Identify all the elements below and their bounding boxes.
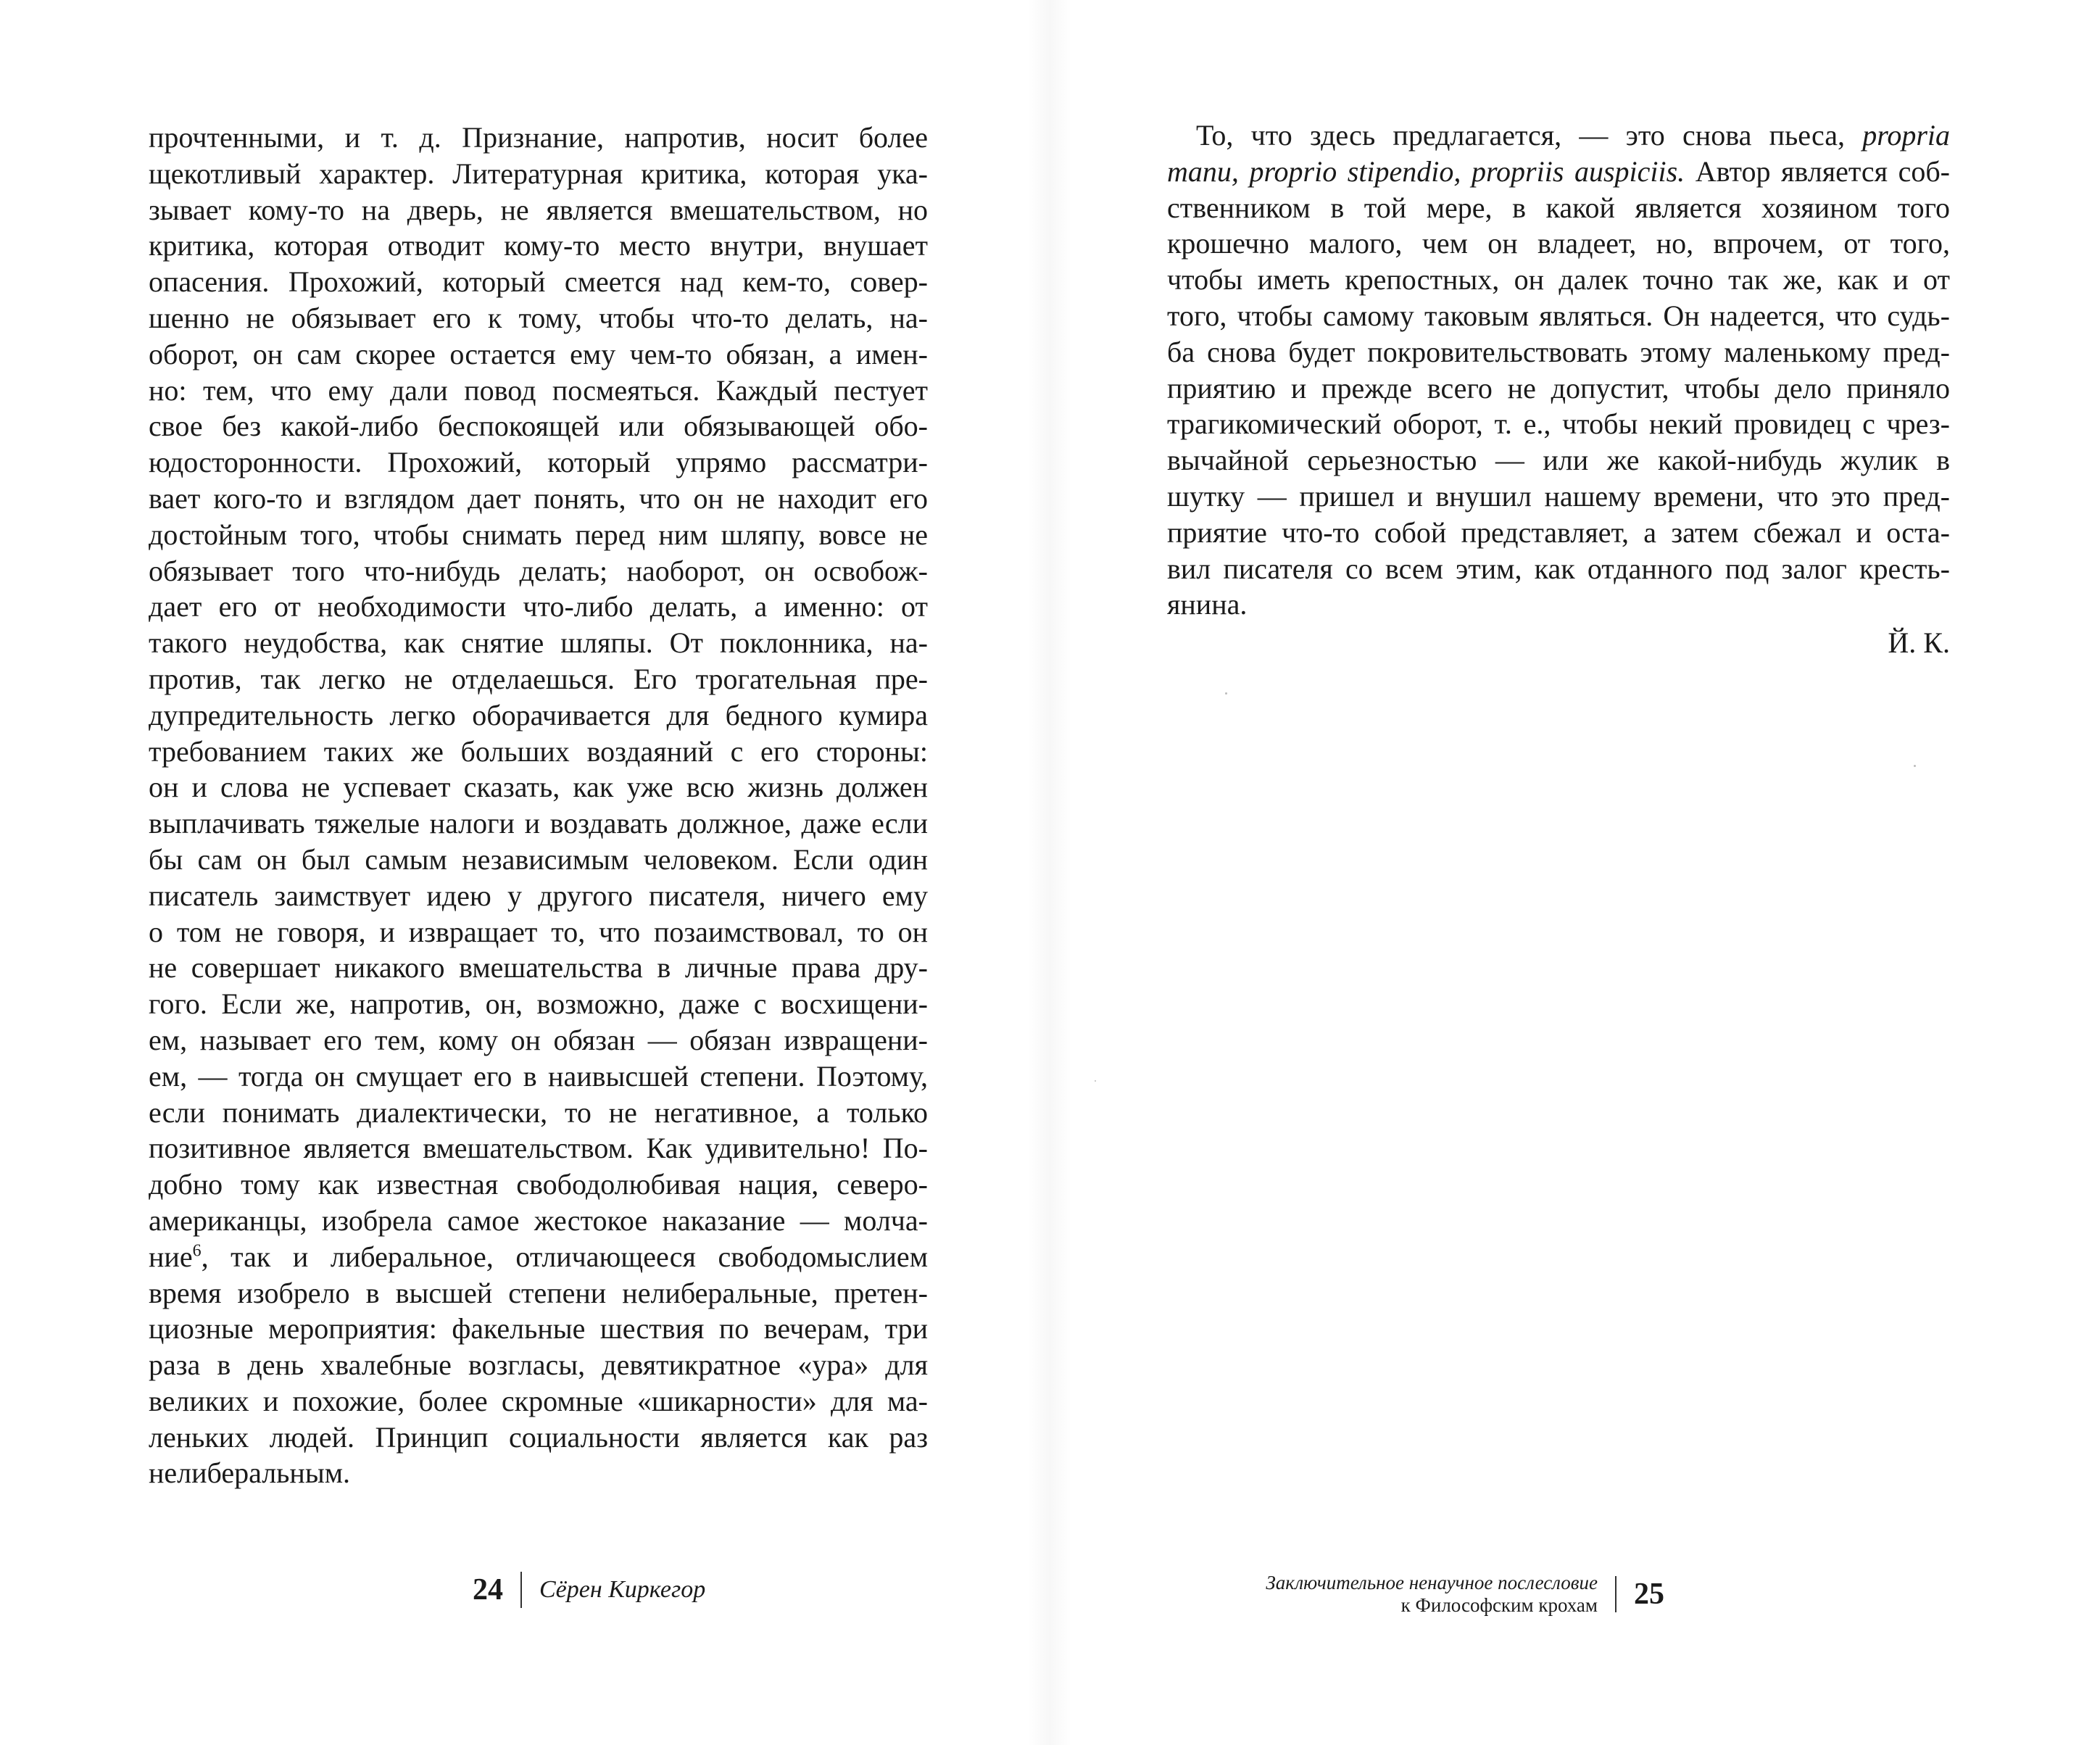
body-line: время изобрело в высшей степени нелиберальные, претен- [149, 1276, 928, 1309]
body-line: свое без какой-либо беспокоящей или обязывающей обо- [149, 410, 928, 443]
body-line: циозные мероприятия: факельные шествия по вечерам, три [149, 1312, 928, 1346]
body-line: приятие что-то собой представляет, а затем сбежал и оста- [1167, 515, 1950, 549]
body-line: писатель заимствует идею у другого писателя, ничего ему [149, 879, 928, 912]
body-line: он и слова не успевает сказать, как уже всю жизнь должен [149, 771, 928, 804]
body-line: гого. Если же, напротив, он, возможно, даже с восхищени- [149, 987, 928, 1021]
body-line: против, так легко не отделаешься. Его трогательная пре- [149, 662, 928, 695]
body-line: приятию и прежде всего не допустит, чтобы дело приняло [1167, 371, 1950, 405]
paper-speck [1225, 692, 1227, 695]
paper-speck [1095, 1080, 1096, 1082]
body-line: раза в день хвалебные возгласы, девятикратное «ура» для [149, 1348, 928, 1382]
body-line: вил писателя со всем этим, как отданного под залог кресть- [1167, 552, 1950, 585]
body-line: обязывает того что-нибудь делать; наоборот, он освобож- [149, 554, 928, 587]
body-line: добно тому как известная свободолюбивая нация, северо- [149, 1168, 928, 1201]
body-line: юдосторонности. Прохожий, который упрямо рассматри- [149, 446, 928, 479]
body-line: нелиберальным. [149, 1456, 351, 1490]
body-line: То, что здесь предлагается, — это снова пьеса, propria [1196, 119, 1950, 152]
body-line: но: тем, что ему дали повод посмеяться. Каждый пестует [149, 373, 928, 407]
body-line: если понимать диалектически, то не негативное, а только [149, 1095, 928, 1129]
running-head-left: Сёрен Киркегор [539, 1576, 706, 1603]
body-line: щекотливый характер. Литературная критика, которая ука- [149, 157, 928, 190]
body-line: зывает кому-то на дверь, не является вмешательством, но [149, 193, 928, 226]
body-line: бы сам он был самым независимым человеком. Если один [149, 842, 928, 876]
body-line: трагикомический оборот, т. е., чтобы некий провидец с чрез- [1167, 407, 1950, 441]
body-line: вычайной серьезностью — или же какой-нибудь жулик в [1167, 444, 1950, 477]
body-line: шутку — пришел и внушил нашему времени, что это пред- [1167, 479, 1950, 513]
body-line: о том не говоря, и извращает то, что позаимствовал, то он [149, 915, 928, 948]
body-line: критика, которая отводит кому-то место внутри, внушает [149, 229, 928, 262]
footer-divider [1615, 1576, 1616, 1612]
running-head-right: Заключительное ненаучное послесловие к Философским крохам [1266, 1572, 1598, 1616]
footnote-marker: 6 [192, 1241, 202, 1261]
body-line: дает его от необходимости что-либо делать, а именно: от [149, 590, 928, 623]
body-line: выплачивать тяжелые налоги и воздавать должное, даже если [149, 807, 928, 840]
page-number-left: 24 [473, 1573, 503, 1607]
body-line: чтобы иметь крепостных, он далек точно так же, как и от [1167, 263, 1950, 297]
body-line: такого неудобства, как снятие шляпы. От поклонника, на- [149, 626, 928, 660]
body-line: великих и похожие, более скромные «шикарности» для ма- [149, 1384, 928, 1417]
body-line: достойным того, чтобы снимать перед ним шляпу, вовсе не [149, 518, 928, 551]
body-line: шенно не обязывает его к тому, чтобы что-то делать, на- [149, 301, 928, 334]
body-line: американцы, изобрела самое жестокое наказание — молча- [149, 1203, 928, 1237]
body-line: ем, называет его тем, кому он обязан — обязан извращени- [149, 1023, 928, 1056]
body-line: леньких людей. Принцип социальности является как раз [149, 1420, 928, 1454]
body-line: требованием таких же больших воздаяний с его стороны: [149, 734, 928, 768]
paper-speck [1914, 765, 1916, 767]
author-initials: Й. К. [1888, 626, 1950, 659]
body-line: ем, — тогда он смущает его в наивысшей степени. Поэтому, [149, 1059, 928, 1093]
body-line: дупредительность легко оборачивается для бедного кумира [149, 698, 928, 731]
body-line: ственником в той мере, в какой является хозяином того [1167, 191, 1950, 224]
footer-divider [520, 1572, 522, 1608]
left-footer [473, 1572, 705, 1608]
body-line: прочтенными, и т. д. Признание, напротив, носит более [149, 121, 928, 154]
left-body-text [149, 120, 928, 1491]
right-page [1050, 0, 2100, 1745]
body-line: ба снова будет покровительствовать этому маленькому пред- [1167, 335, 1950, 368]
right-footer [1171, 1572, 1664, 1617]
body-line: опасения. Прохожий, который смеется над кем-то, совер- [149, 265, 928, 299]
body-line: вает кого-то и взглядом дает понять, что он не находит его [149, 481, 928, 515]
body-line: не совершает никакого вмешательства в личные права дру- [149, 951, 928, 985]
body-line: оборот, он сам скорее остается ему чем-то обязан, а имен- [149, 337, 928, 370]
body-line: manu, proprio stipendio, propriis auspiciis. Автор является соб- [1167, 154, 1950, 188]
body-line: позитивное является вмешательством. Как удивительно! По- [149, 1132, 928, 1165]
body-line: янина. [1167, 588, 1248, 621]
body-line: ние$^6$, так и либеральное, отличающееся свободомыслием [149, 1240, 928, 1273]
page-number-right: 25 [1634, 1578, 1664, 1611]
right-body-text [1167, 117, 1950, 623]
body-line: крошечно малого, чем он владеет, но, впрочем, от того, [1167, 227, 1950, 260]
body-line: того, чтобы самому таковым являться. Он надеется, что судь- [1167, 299, 1950, 332]
